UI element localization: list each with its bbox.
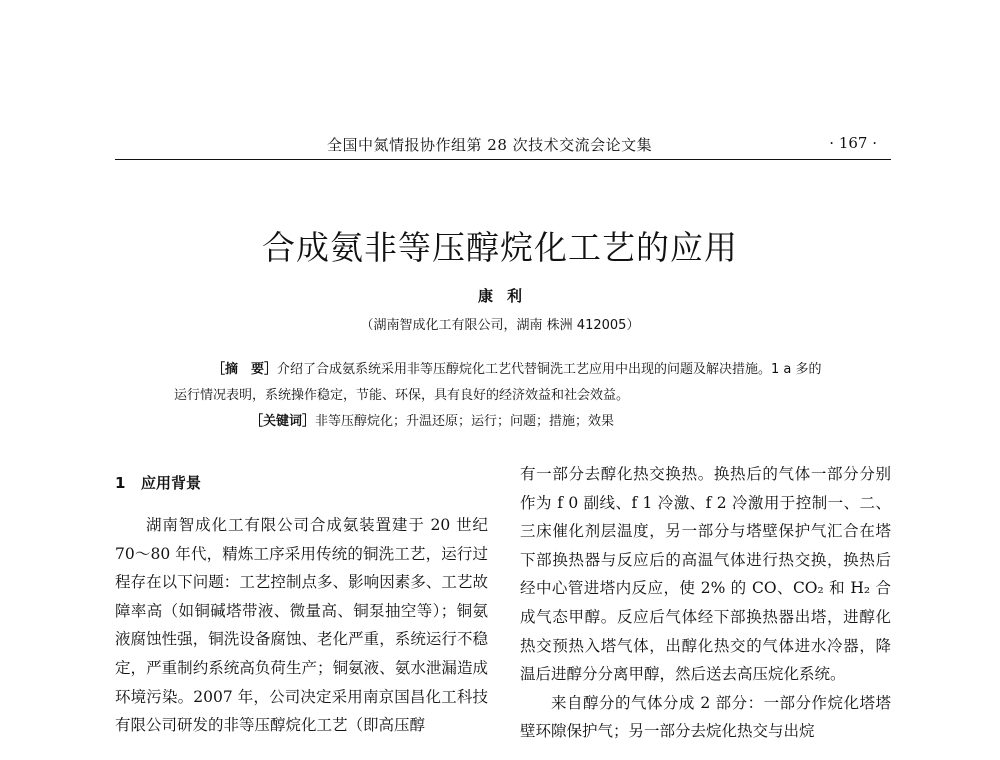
header-rule [115, 159, 891, 160]
left-column [115, 460, 488, 740]
keywords-label: ［关键词］ [250, 414, 316, 429]
abstract-block [174, 357, 834, 435]
running-header [115, 134, 891, 156]
section-heading [115, 469, 488, 497]
right-column [520, 460, 891, 746]
body-paragraph-right-2: 来自醇分的气体分成 2 部分：一部分作烷化塔塔壁环隙保护气；另一部分去烷化热交与出烷 [520, 693, 891, 741]
keywords-paragraph [174, 409, 834, 435]
running-title: 全国中氮情报协作组第 28 次技术交流会论文集 [327, 136, 653, 154]
author-name: 康利 [477, 287, 536, 305]
abstract-paragraph [174, 357, 834, 409]
keywords-text: 非等压醇烷化；升温还原；运行；问题；措施；效果 [315, 414, 615, 429]
author-affiliation: （湖南智成化工有限公司，湖南 株洲 412005） [360, 318, 640, 333]
section-title: 应用背景 [141, 474, 202, 492]
page-number: · 167 · [829, 134, 877, 152]
abstract-label: ［摘 要］ [212, 362, 278, 377]
body-paragraph-left: 湖南智成化工有限公司合成氨装置建于 20 世纪 70～80 年代，精炼工序采用传统的铜洗工艺，运行过程存在以下问题：工艺控制点多、影响因素多、工艺故障率高（如铜碱塔带液、微量高、铜泵抽空等）；铜氨液腐蚀性强，铜洗设备腐蚀、老化严重，系统运行不稳定，严重制约系统高负荷生产；铜氨液、氨水泄漏造成环境污染。2007 年，公司决定采用南京国昌化工科技有限公司研发的非等压醇烷化工艺（即高压醇 [115, 516, 488, 735]
paper-title: 合成氨非等压醇烷化工艺的应用 [262, 228, 738, 268]
body-paragraph-right-1: 有一部分去醇化热交换热。换热后的气体一部分分别作为 f 0 副线、f 1 冷激、f 2 冷激用于控制一、二、三床催化剂层温度，另一部分与塔壁保护气汇合在塔下部换热器与反应后的高温气体进行热交换，换热后经中心管进塔内反应，使 2% 的 CO、CO₂ 和 H₂ 合成气态甲醇。反应后气体经下部换热器出塔，进醇化热交预热入塔气体，出醇化热交的气体进水冷器，降温后进醇分分离甲醇，然后送去高压烷化系统。 [520, 465, 891, 684]
section-number: 1 [115, 474, 126, 492]
abstract-text: 介绍了合成氨系统采用非等压醇烷化工艺代替铜洗工艺应用中出现的问题及解决措施。1 a 多的运行情况表明，系统操作稳定，节能、环保，具有良好的经济效益和社会效益。 [174, 362, 822, 403]
